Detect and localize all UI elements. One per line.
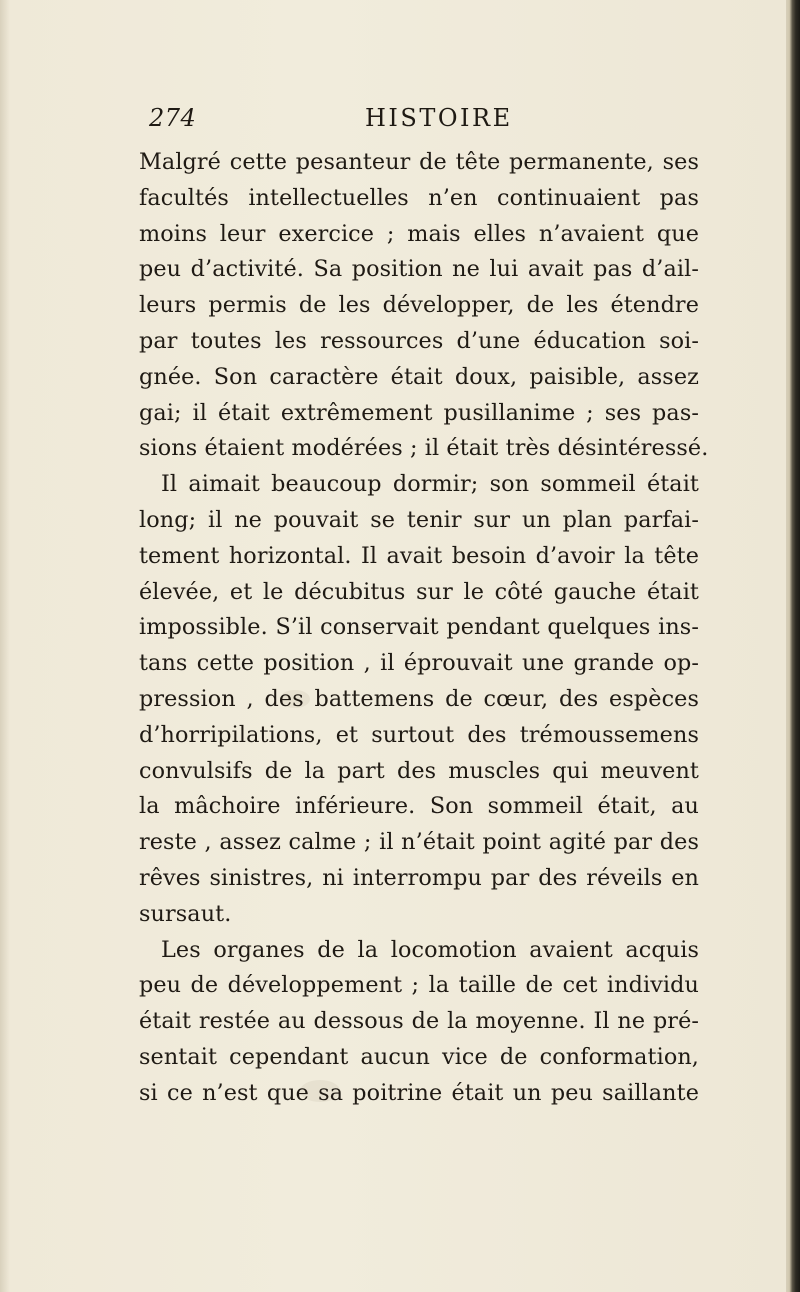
running-title: HISTOIRE bbox=[365, 104, 513, 132]
text-line: leurs permis de les développer, de les étendre bbox=[139, 292, 699, 319]
page-number: 274 bbox=[149, 104, 197, 132]
text-line: tans cette position , il éprouvait une grande op- bbox=[139, 650, 699, 677]
text-line: la mâchoire inférieure. Son sommeil était, au bbox=[139, 793, 699, 820]
text-line: Les organes de la locomotion avaient acquis bbox=[161, 936, 699, 963]
text-line: rêves sinistres, ni interrompu par des réveils en bbox=[139, 864, 699, 891]
text-line: peu de développement ; la taille de cet individu bbox=[139, 972, 699, 999]
text-line: était restée au dessous de la moyenne. Il ne pré- bbox=[139, 1008, 699, 1035]
text-line: gai; il était extrêmement pusillanime ; ses pas- bbox=[139, 399, 699, 426]
text-line: peu d’activité. Sa position ne lui avait pas d’ail- bbox=[139, 256, 699, 283]
text-line: d’horripilations, et surtout des trémoussemens bbox=[139, 721, 699, 748]
text-line: pression , des battemens de cœur, des espèces bbox=[139, 685, 699, 712]
text-line: par toutes les ressources d’une éducation soi- bbox=[139, 327, 699, 354]
page-edge bbox=[786, 0, 800, 1292]
text-line: impossible. S’il conservait pendant quelques ins- bbox=[139, 614, 699, 641]
text-line: moins leur exercice ; mais elles n’avaient que bbox=[139, 220, 699, 247]
page-gutter-shadow bbox=[0, 0, 10, 1292]
text-line: si ce n’est que sa poitrine était un peu saillante bbox=[139, 1079, 699, 1106]
text-line: convulsifs de la part des muscles qui meuvent bbox=[139, 757, 699, 784]
body-text bbox=[139, 145, 709, 1112]
text-line: long; il ne pouvait se tenir sur un plan parfai- bbox=[139, 506, 699, 533]
text-line: sursaut. bbox=[139, 900, 232, 927]
text-line: élevée, et le décubitus sur le côté gauche était bbox=[139, 578, 699, 605]
text-line: Malgré cette pesanteur de tête permanente, ses bbox=[139, 149, 699, 175]
running-head bbox=[135, 96, 705, 136]
text-line: facultés intellectuelles n’en continuaient pas bbox=[139, 184, 699, 211]
text-line: gnée. Son caractère était doux, paisible, assez bbox=[139, 363, 699, 390]
text-line: sions étaient modérées ; il était très désintéressé. bbox=[139, 435, 709, 462]
text-line: sentait cependant aucun vice de conformation, bbox=[139, 1043, 699, 1070]
text-line: reste , assez calme ; il n’était point agité par des bbox=[139, 829, 699, 856]
text-line: Il aimait beaucoup dormir; son sommeil était bbox=[161, 471, 699, 498]
text-line: tement horizontal. Il avait besoin d’avoir la tête bbox=[139, 542, 699, 569]
